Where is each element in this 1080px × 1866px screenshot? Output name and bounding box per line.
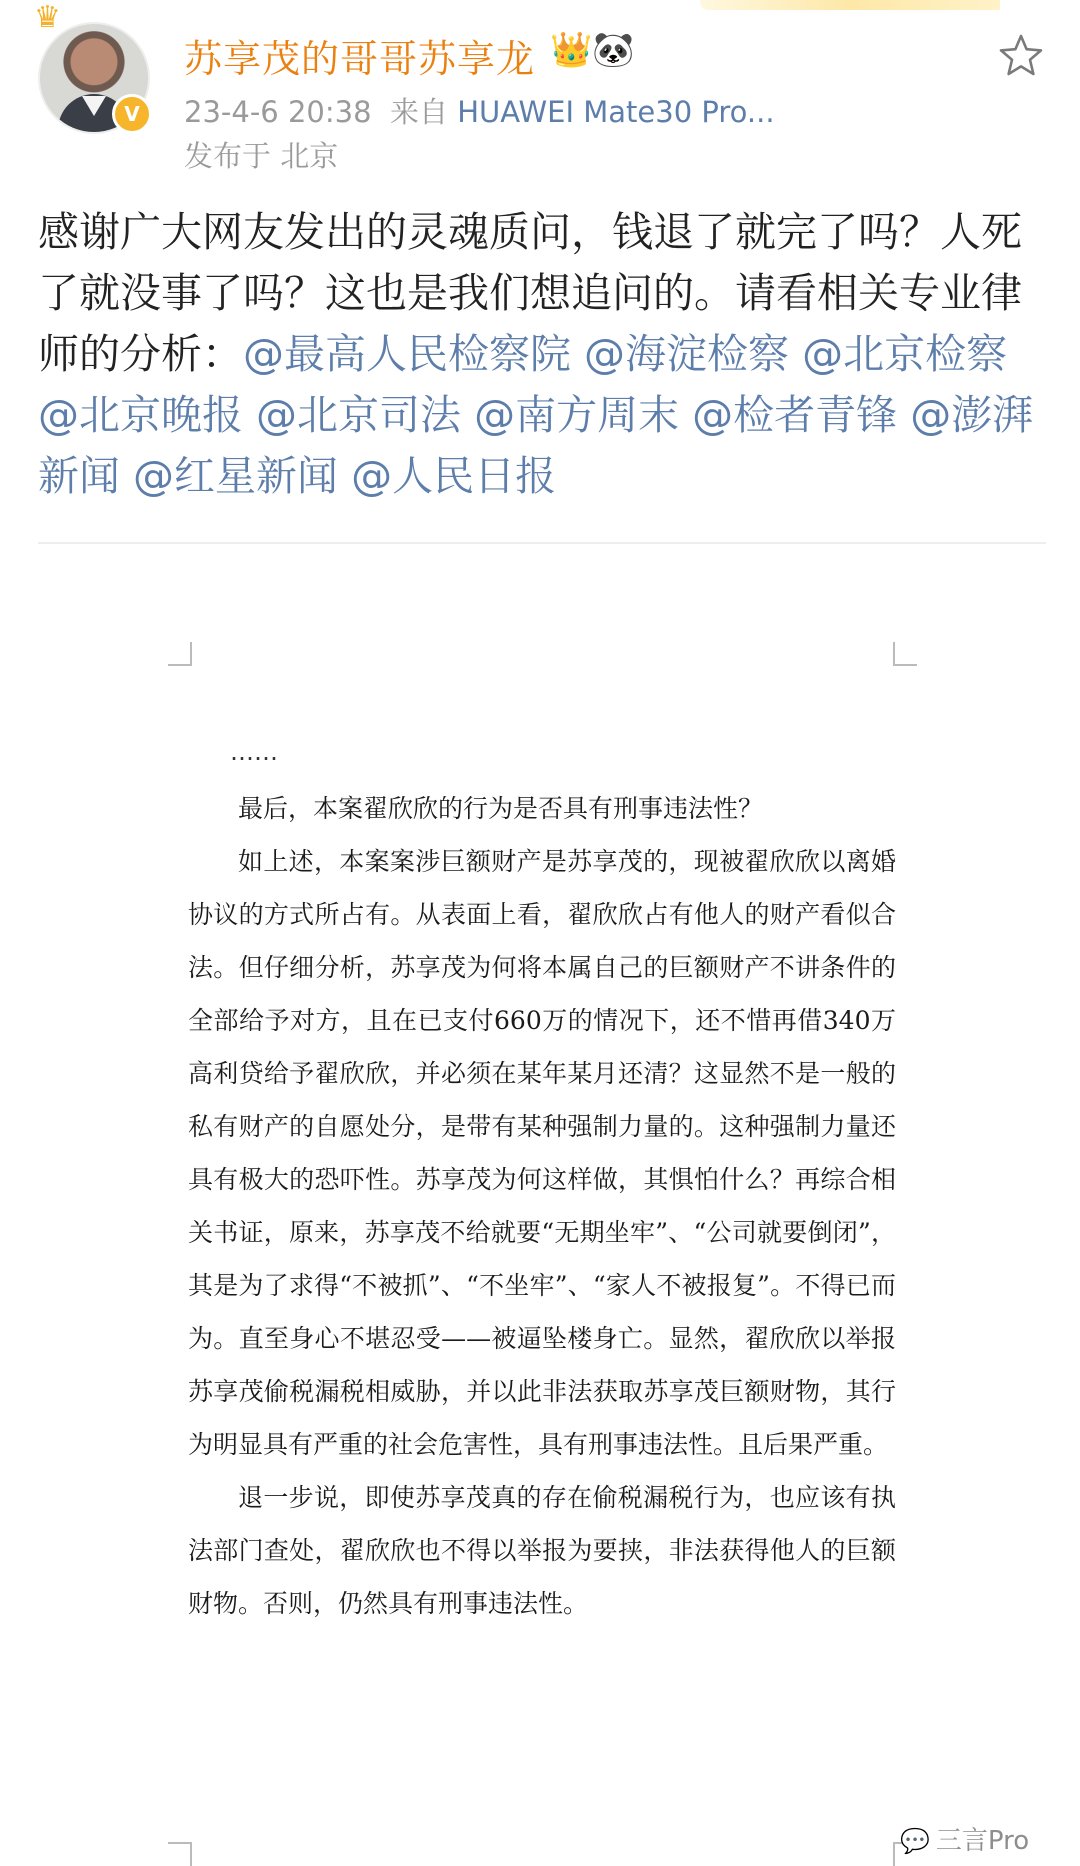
member-badges-icon[interactable]: 👑🐼 [550,30,635,70]
post-text [38,202,1048,507]
username-link[interactable]: 苏享茂的哥哥苏享龙 [184,37,536,81]
device-link[interactable]: HUAWEI Mate30 Pro... [457,95,775,129]
post-body-text: 感谢广大网友发出的灵魂质问，钱退了就完了吗？人死了就没事了吗？这也是我们想追问的。请看相关专业律师的分析： [38,208,1022,378]
mention-link[interactable]: @澎湃新闻 [38,391,1034,500]
doc-crop-mark [168,642,192,666]
verified-badge-icon: V [112,94,152,134]
post-timestamp: 23-4-6 20:38 [184,95,372,129]
mention-link[interactable]: @北京检察 [802,330,1008,378]
mention-link[interactable]: @南方周末 [474,391,680,439]
divider [38,542,1046,544]
mention-link[interactable]: @北京晚报 [38,391,243,439]
attached-document-image[interactable] [188,782,896,1630]
watermark [900,1820,1029,1857]
star-favorite-icon[interactable] [998,32,1044,78]
source-prefix: 来自 [389,95,448,129]
doc-ellipsis: …… [230,738,278,766]
mention-link[interactable]: @检者青锋 [692,391,898,439]
watermark-text: 三言Pro [935,1826,1030,1856]
mention-link[interactable]: @最高人民检察院 [243,330,571,378]
wechat-icon: 💬 [900,1827,930,1855]
doc-crop-mark [168,1842,192,1866]
doc-paragraph: 最后，本案翟欣欣的行为是否具有刑事违法性？ [238,794,764,823]
crown-icon: ♛ [34,0,61,35]
doc-paragraph: 如上述，本案案涉巨额财产是苏享茂的，现被翟欣欣以离婚协议的方式所占有。从表面上看，翟欣欣占有他人的财产看似合法。但仔细分析，苏享茂为何将本属自己的巨额财产不讲条件的全部给予对方，且在已支付660万的情况下，还不惜再借340万高利贷给予翟欣欣，并必须在某年某月还清？这显然不是一般的私有财产的自愿处分，是带有某种强制力量的。这种强制力量还具有极大的恐吓性。苏享茂为何这样做，其惧怕什么？再综合相关书证，原来，苏享茂不给就要“无期坐牢”、“公司就要倒闭”，其是为了求得“不被抓”、“不坐牢”、“家人不被报复”。不得已而为。直至身心不堪忍受——被逼坠楼身亡。显然，翟欣欣以举报苏享茂偷税漏税相威胁，并以此非法获取苏享茂巨额财物，其行为明显具有严重的社会危害性，具有刑事违法性。且后果严重。 [188,847,896,1459]
doc-paragraph: 退一步说，即使苏享茂真的存在偷税漏税行为，也应该有执法部门查处，翟欣欣也不得以举报为要挟，非法获得他人的巨额财物。否则，仍然具有刑事违法性。 [188,1483,896,1618]
header-decoration [700,0,1000,10]
doc-crop-mark [893,642,917,666]
mention-link[interactable]: @人民日报 [351,452,557,500]
mention-link[interactable]: @红星新闻 [133,452,339,500]
post-location: 发布于 北京 [184,139,339,173]
post-meta [184,90,775,131]
mention-link[interactable]: @北京司法 [256,391,462,439]
mention-link[interactable]: @海淀检察 [584,330,790,378]
